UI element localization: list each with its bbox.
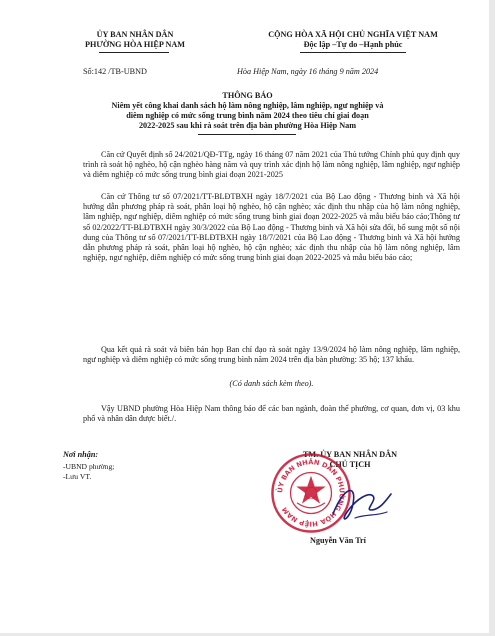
seal-star-icon — [296, 476, 326, 504]
recipient-item: -UBND phường; — [63, 462, 115, 471]
document-subject-line3: 2022-2025 sau khi rà soát trên địa bàn phường Hòa Hiệp Nam — [138, 121, 357, 130]
document-number: Số:142 /TB-UBND — [83, 67, 147, 76]
national-motto: Độc lập –Tự do –Hạnh phúc — [303, 40, 403, 49]
page-right-edge — [489, 0, 495, 636]
handwritten-signature — [325, 474, 397, 532]
announcement-paragraph: Vậy UBND phường Hòa Hiệp Nam thông báo để các ban ngành, đoàn thể phường, cơ quan, đơn vị, 03 khu phố và nhân dân được biết./. — [83, 404, 460, 424]
recipient-item: -Lưu VT. — [63, 472, 92, 481]
title-underline — [198, 134, 296, 135]
issuing-agency-line1: ỦY BAN NHÂN DÂN — [96, 30, 174, 39]
legal-basis-paragraph-2: Căn cứ Thông tư số 07/2021/TT-BLĐTBXH ngày 18/7/2021 của Bộ Lao động - Thương binh và Xã hội hướng dẫn phương pháp rà soát, phân loại hộ nghèo, hộ cận nghèo; xác định thu nhập của hộ làm nông nghiệp, lâm nghiệp, ngư nghiệp, diêm nghiệp có mức sống trung bình giai đoạn 2022-2025 và mẫu biểu báo cáo;Thông tư số 02/2022/TT-BLĐTBXH ngày 30/3/2022 của Bộ Lao động - Thương binh và Xã hội sửa đổi, bổ sung một số nội dung của Thông tư số 07/2021/TT-BLĐTBXH ngày 18/7/2021 của Bộ Lao động - Thương binh và Xã hội hướng dẫn phương pháp rà soát, phân loại hộ nghèo, hộ cận nghèo; xác định thu nhập của hộ làm nông nghiệp, lâm nghiệp, ngư nghiệp, diêm nghiệp có mức sống trung bình giai đoạn 2022-2025 và mẫu biểu báo cáo; — [83, 192, 460, 263]
recipients-label: Nơi nhận: — [63, 450, 99, 459]
attachment-note: (Có danh sách kèm theo). — [229, 379, 314, 388]
seal-ring-text: ỦY BAN NHÂN DÂN PHƯỜNG HÒA HIỆP NAM — [276, 458, 346, 528]
document-heading: THÔNG BÁO — [222, 91, 273, 100]
agency-underline — [99, 52, 169, 53]
legal-basis-paragraph-1: Căn cứ Quyết định số 24/2021/QĐ-TTg, ngày 16 tháng 07 năm 2021 của Thủ tướng Chính phủ quy định quy trình rà soát hộ nghèo, hộ cận nghèo hàng năm và quy trình xác định hộ làm nông nghiệp, lâm nghiệp, ngư nghiệp và diêm nghiệp có mức sống trung bình giai đoạn 2021-2025 — [83, 150, 460, 180]
review-result-paragraph: Qua kết quả rà soát và biên bản họp Ban chỉ đạo rà soát ngày 13/9/2024 hộ làm nông nghiệp, lâm nghiệp, ngư nghiệp và diêm nghiệp có mức sống trung bình năm 2024 trên địa bàn phường: 35 hộ; 137 khẩu. — [83, 345, 460, 365]
issuing-agency-line2: PHƯỜNG HÒA HIỆP NAM — [85, 40, 185, 49]
document-subject-line1: Niêm yết công khai danh sách hộ làm nông nghiệp, lâm nghiệp, ngư nghiệp và — [111, 101, 384, 110]
motto-underline — [300, 52, 406, 53]
document-subject-line2: diêm nghiệp có mức sống trung bình năm 2024 theo tiêu chí giai đoạn — [126, 111, 369, 120]
signing-authority: TM. ỦY BAN NHÂN DÂN — [302, 450, 398, 459]
signer-name: Nguyễn Văn Trí — [310, 536, 366, 545]
place-and-date: Hòa Hiệp Nam, ngày 16 tháng 9 năm 2024 — [237, 67, 379, 76]
signer-title: CHỦ TỊCH — [329, 460, 371, 469]
national-title: CỘNG HÒA XÃ HỘI CHỦ NGHĨA VIỆT NAM — [268, 30, 438, 39]
